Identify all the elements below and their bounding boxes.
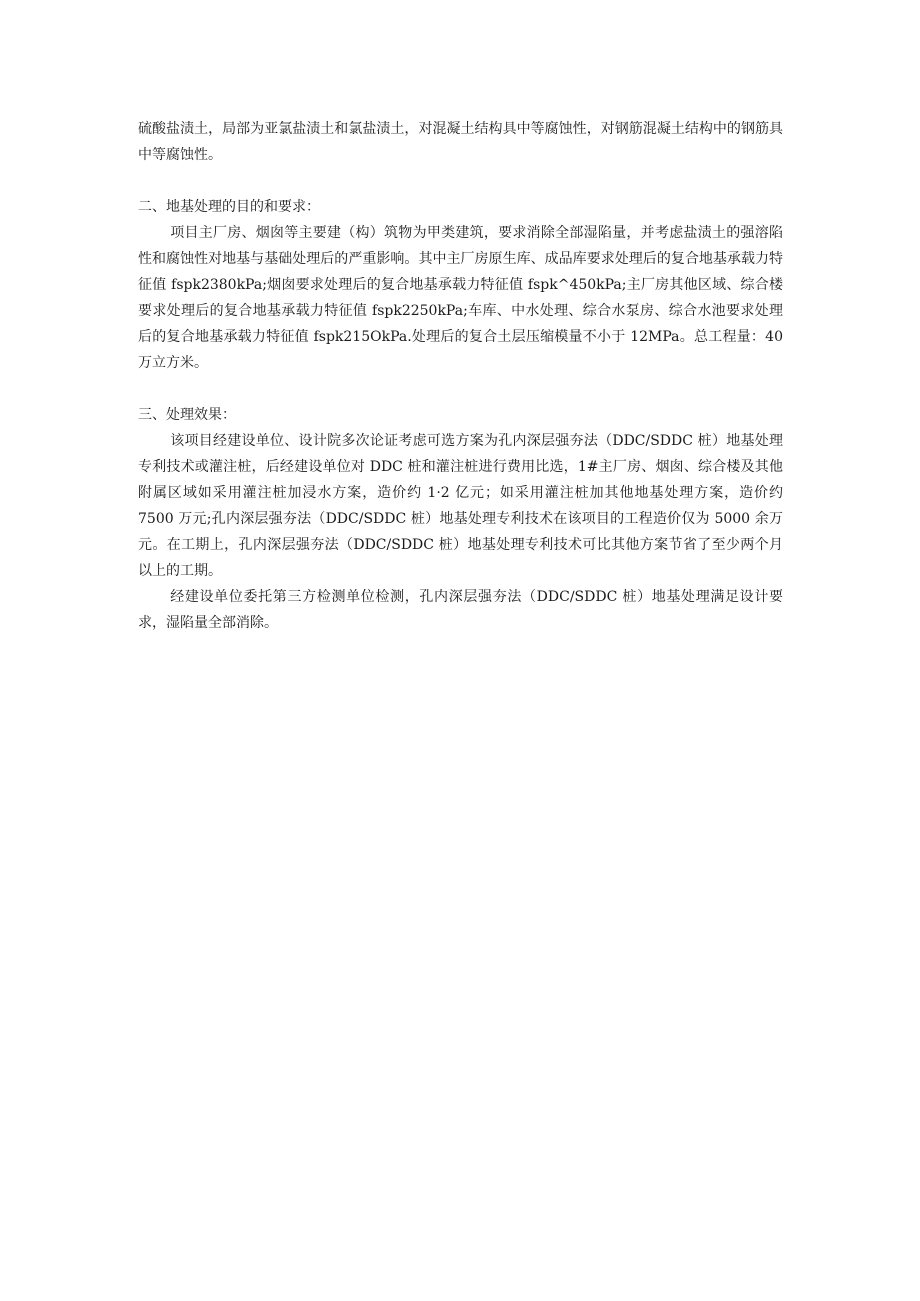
intro-paragraph: 硫酸盐渍土，局部为亚氯盐渍土和氯盐渍土，对混凝土结构具中等腐蚀性，对钢筋混凝土结构中的钢筋具中等腐蚀性。	[138, 121, 783, 163]
section-2-paragraph: 项目主厂房、烟囱等主要建（构）筑物为甲类建筑，要求消除全部湿陷量，并考虑盐渍土的强溶陷性和腐蚀性对地基与基础处理后的严重影响。其中主厂房原生库、成品库要求处理后的复合地基承载力特征值 fspk2380kPa;烟囱要求处理后的复合地基承载力特征值 fspk^450kPa;主厂房其他区域、综合楼要求处理后的复合地基承载力特征值 fspk2250kPa;车库、中水处理、综合水泵房、综合水池要求处理后的复合地基承载力特征值 fspk215OkPa.处理后的复合土层压缩模量不小于 12MPa。总工程量：40 万立方米。	[138, 225, 783, 371]
section-3-paragraph-2: 经建设单位委托第三方检测单位检测，孔内深层强夯法（DDC∕SDDC 桩）地基处理满足设计要求，湿陷量全部消除。	[138, 589, 783, 631]
section-3-paragraph-1: 该项目经建设单位、设计院多次论证考虑可选方案为孔内深层强夯法（DDC/SDDC 桩）地基处理专利技术或灌注桩，后经建设单位对 DDC 桩和灌注桩进行费用比选，1#主厂房、烟囱、综合楼及其他附属区域如采用灌注桩加浸水方案，造价约 1·2 亿元；如采用灌注桩加其他地基处理方案，造价约 7500 万元;孔内深层强夯法（DDC/SDDC 桩）地基处理专利技术在该项目的工程造价仅为 5000 余万元。在工期上，孔内深层强夯法（DDC/SDDC 桩）地基处理专利技术可比其他方案节省了至少两个月以上的工期。	[138, 433, 783, 579]
section-3-heading: 三、处理效果：	[138, 407, 236, 423]
spacer	[138, 376, 783, 402]
document-page	[138, 116, 783, 636]
section-2-heading: 二、地基处理的目的和要求：	[138, 199, 320, 215]
spacer	[138, 168, 783, 194]
